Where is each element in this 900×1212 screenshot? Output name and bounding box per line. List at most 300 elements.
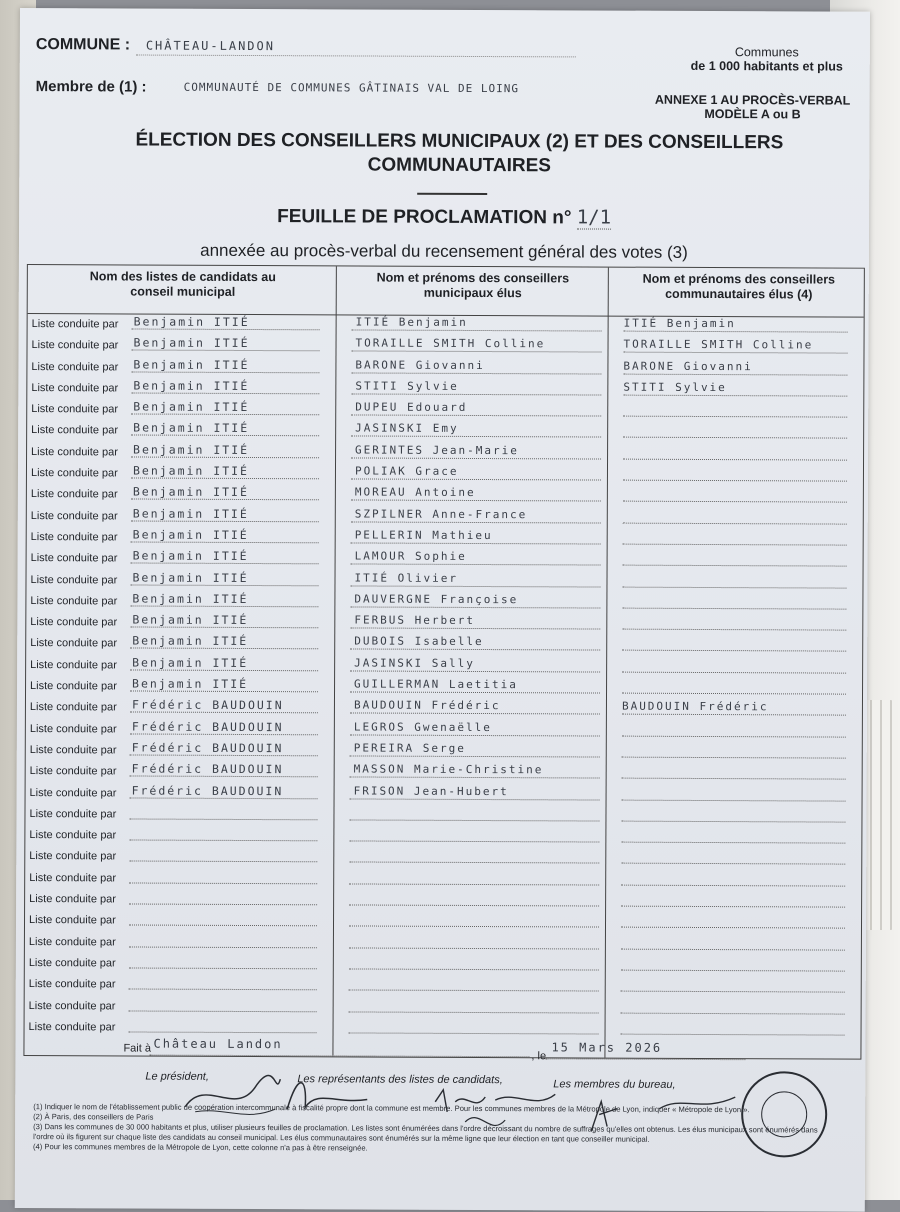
liste-cell	[26, 654, 332, 677]
municipal-cell	[335, 953, 603, 975]
municipal-cell	[337, 442, 605, 464]
communautaire-dots	[623, 373, 847, 375]
date-value: 15 Mars 2026	[551, 1040, 663, 1055]
communautaire-dots	[621, 820, 845, 822]
municipal-dots	[350, 628, 600, 630]
footnotes	[33, 1102, 823, 1155]
communautaire-cell	[608, 656, 860, 678]
communautaire-cell	[608, 614, 860, 636]
liste-prefix: Liste conduite par	[30, 594, 118, 608]
liste-prefix: Liste conduite par	[28, 978, 116, 991]
liste-prefix: Liste conduite par	[30, 531, 118, 544]
liste-prefix: Liste conduite par	[29, 786, 117, 799]
communautaire-cell	[607, 954, 859, 976]
liste-value: Benjamin ITIÉ	[132, 655, 249, 670]
municipal-dots	[350, 649, 600, 651]
communautaire-cell	[608, 720, 860, 742]
liste-cell	[26, 718, 332, 741]
liste-prefix: Liste conduite par	[29, 701, 117, 714]
liste-cell	[25, 909, 331, 932]
liste-cell	[27, 398, 333, 421]
municipal-cell	[335, 975, 603, 997]
communes-category	[672, 45, 862, 74]
feuille-number: 1/1	[576, 206, 612, 229]
liste-dots	[129, 989, 317, 991]
municipal-dots	[349, 819, 599, 821]
municipal-dots	[351, 436, 601, 438]
municipal-dots	[350, 798, 600, 800]
municipal-value: BARONE Giovanni	[355, 358, 485, 372]
communautaire-dots	[622, 671, 846, 673]
liste-prefix: Liste conduite par	[31, 360, 119, 374]
representants-label: Les représentants des listes de candidats,	[297, 1073, 503, 1087]
liste-dots	[129, 1010, 317, 1012]
communautaire-cell	[607, 848, 859, 870]
municipal-dots	[349, 883, 599, 885]
communautaire-cell	[609, 401, 861, 423]
liste-cell	[26, 739, 332, 762]
liste-value: Frédéric BAUDOUIN	[131, 740, 284, 756]
fait-value: Château Landon	[153, 1036, 283, 1052]
liste-dots	[129, 882, 317, 884]
fait-label: Fait à	[123, 1042, 152, 1055]
municipal-value: PELLERIN Mathieu	[354, 528, 493, 543]
liste-dots	[129, 1031, 317, 1033]
municipal-cell	[335, 826, 603, 848]
municipal-value: DUPEU Edouard	[355, 400, 468, 415]
municipal-dots	[352, 351, 602, 353]
liste-cell	[25, 867, 331, 890]
municipal-value: JASINSKI Sally	[354, 656, 475, 670]
municipal-dots	[350, 606, 600, 608]
membre-value: COMMUNAUTÉ DE COMMUNES GÂTINAIS VAL DE LOING	[183, 80, 520, 96]
footnote: (3) Dans les communes de 30 000 habitants et plus, utiliser plusieurs feuilles de proclamation. Les listes sont énumérées dans l'ordre décroissant du nombre de suffrages qu'elles ont obtenus. Les élus municipaux sont énumérés dans l'ordre où ils figurent sur chaque liste des candidats au conseil municipal. Les élus communautaires sont énumérés sur la même ligne que leur élection en tant que conseiller municipal.	[33, 1122, 818, 1144]
communautaire-cell	[608, 678, 860, 700]
liste-value: Frédéric BAUDOUIN	[131, 783, 284, 798]
liste-value: Frédéric BAUDOUIN	[131, 761, 284, 777]
liste-value: Frédéric BAUDOUIN	[131, 697, 284, 713]
communautaire-dots	[621, 1012, 845, 1014]
communautaire-value: BAUDOUIN Frédéric	[621, 699, 769, 714]
communautaire-dots	[622, 778, 846, 780]
municipal-dots	[351, 372, 601, 374]
liste-cell	[26, 569, 332, 592]
municipal-value: POLIAK Grace	[354, 464, 459, 478]
communautaire-cell	[607, 997, 859, 1019]
communautaire-cell	[607, 805, 859, 827]
liste-prefix: Liste conduite par	[30, 680, 117, 693]
liste-prefix: Liste conduite par	[28, 956, 116, 970]
municipal-cell	[337, 485, 605, 507]
municipal-dots	[349, 1032, 599, 1034]
table-header	[28, 265, 864, 318]
liste-value: Benjamin ITIÉ	[133, 399, 250, 415]
communautaire-cell	[607, 933, 859, 955]
liste-value: Benjamin ITIÉ	[132, 484, 249, 500]
membres-label: Les membres du bureau,	[553, 1078, 676, 1091]
liste-prefix: Liste conduite par	[31, 403, 119, 416]
liste-prefix: Liste conduite par	[30, 488, 118, 501]
municipal-value: ITIÉ Benjamin	[355, 315, 468, 329]
municipal-value: LEGROS Gwenaëlle	[353, 720, 492, 734]
annexe-line1: ANNEXE 1 AU PROCÈS-VERBAL	[654, 92, 851, 108]
municipal-cell	[337, 421, 605, 443]
liste-cell	[25, 824, 331, 847]
communautaire-dots	[622, 693, 846, 695]
liste-prefix: Liste conduite par	[29, 893, 116, 906]
municipal-value: MASSON Marie-Christine	[353, 762, 544, 777]
communautaire-dots	[622, 629, 846, 631]
communautaire-dots	[623, 416, 847, 418]
communautaire-dots	[623, 544, 847, 546]
liste-cell	[27, 334, 333, 357]
municipal-dots	[349, 904, 599, 906]
communautaire-cell	[609, 443, 861, 465]
liste-cell	[26, 590, 332, 613]
communautaire-dots	[621, 863, 845, 865]
municipal-dots	[350, 691, 600, 693]
liste-cell	[25, 803, 331, 826]
communautaire-cell	[609, 529, 861, 551]
communautaire-dots	[622, 586, 846, 588]
communes-line2: de 1 000 habitants et plus	[690, 58, 843, 74]
liste-cell	[25, 845, 331, 868]
communautaire-dots	[623, 458, 847, 460]
liste-cell	[26, 632, 332, 655]
communautaire-dots	[621, 970, 845, 972]
liste-prefix: Liste conduite par	[29, 850, 117, 863]
liste-prefix: Liste conduite par	[29, 722, 117, 736]
municipal-cell	[336, 634, 604, 656]
annexe-block	[638, 93, 868, 122]
liste-prefix: Liste conduite par	[28, 914, 116, 927]
liste-prefix: Liste conduite par	[28, 935, 116, 949]
municipal-cell	[338, 314, 606, 336]
liste-prefix: Liste conduite par	[29, 807, 117, 821]
municipal-cell	[335, 889, 603, 911]
municipal-dots	[351, 500, 601, 502]
municipal-cell	[335, 1017, 603, 1039]
communautaire-cell	[607, 912, 859, 934]
annexee-line: annexée au procès-verbal du recensement général des votes (3)	[200, 240, 688, 262]
footnote: (4) Pour les communes membres de la Métropole de Lyon, cette colonne n'a pas à être renseignée.	[33, 1142, 368, 1153]
communautaire-cell	[609, 486, 861, 508]
municipal-dots	[350, 777, 600, 779]
municipal-value: TORAILLE SMITH Colline	[355, 336, 546, 351]
municipal-value: SZPILNER Anne-France	[354, 507, 528, 521]
col-header-listes: Nom des listes de candidats au conseil municipal	[89, 269, 276, 299]
municipal-cell	[337, 463, 605, 485]
liste-prefix: Liste conduite par	[30, 658, 118, 672]
liste-prefix: Liste conduite par	[30, 573, 118, 586]
liste-cell	[26, 782, 332, 805]
communautaire-cell	[609, 507, 861, 529]
municipal-value: DUBOIS Isabelle	[354, 634, 484, 649]
municipal-dots	[350, 585, 600, 587]
communautaire-cell	[608, 784, 860, 806]
municipal-cell	[335, 932, 603, 954]
commune-label: COMMUNE :	[35, 36, 131, 54]
liste-value: Benjamin ITIÉ	[132, 676, 249, 692]
municipal-value: PEREIRA Serge	[353, 741, 466, 755]
municipal-value: GERINTES Jean-Marie	[355, 443, 519, 457]
liste-value: Benjamin ITIÉ	[132, 570, 249, 585]
municipal-cell	[337, 378, 605, 400]
communautaire-cell	[609, 422, 861, 444]
municipal-dots	[351, 415, 601, 417]
liste-cell	[25, 995, 331, 1018]
liste-dots	[129, 904, 317, 906]
municipal-cell	[336, 613, 604, 635]
liste-prefix: Liste conduite par	[30, 467, 118, 480]
table-body	[25, 313, 864, 1041]
liste-cell	[27, 420, 333, 443]
liste-prefix: Liste conduite par	[31, 339, 119, 352]
liste-value: Benjamin ITIÉ	[132, 527, 249, 542]
municipal-dots	[349, 862, 599, 864]
municipal-cell	[335, 868, 603, 890]
communautaire-dots	[621, 991, 845, 993]
communautaire-value: TORAILLE SMITH Colline	[623, 337, 814, 352]
liste-cell	[25, 952, 331, 975]
communautaire-dots	[622, 607, 846, 609]
liste-dots	[129, 925, 317, 927]
liste-cell	[25, 973, 331, 996]
liste-cell	[26, 611, 332, 634]
municipal-cell	[337, 549, 605, 571]
municipal-value: BAUDOUIN Frédéric	[353, 698, 501, 713]
communautaire-dots	[621, 884, 845, 886]
municipal-cell	[336, 676, 604, 698]
feuille-title	[19, 204, 869, 231]
municipal-cell	[337, 336, 605, 358]
communautaire-dots	[622, 799, 846, 801]
liste-prefix: Liste conduite par	[29, 829, 117, 842]
liste-prefix: Liste conduite par	[31, 318, 119, 331]
commune-field	[35, 36, 276, 54]
liste-cell	[26, 696, 332, 719]
municipal-value: STITI Sylvie	[355, 379, 459, 393]
municipal-cell	[336, 783, 604, 805]
municipal-value: ITIÉ Olivier	[354, 571, 459, 585]
liste-value: Benjamin ITIÉ	[132, 463, 250, 479]
communautaire-dots	[624, 352, 848, 354]
communautaire-dots	[622, 757, 846, 759]
municipal-cell	[337, 527, 605, 549]
liste-cell	[25, 888, 331, 911]
liste-prefix: Liste conduite par	[28, 1020, 116, 1034]
municipal-value: GUILLERMAN Laetitia	[354, 677, 518, 692]
communautaire-cell	[610, 316, 862, 338]
municipal-cell	[336, 591, 604, 613]
communautaire-dots	[621, 842, 845, 844]
liste-dots	[129, 946, 317, 948]
communautaire-dots	[622, 714, 846, 716]
municipal-dots	[351, 564, 601, 566]
liste-cell	[27, 547, 333, 570]
col-header-communautaires: Nom et prénoms des conseillers communautaires élus (4)	[642, 271, 836, 302]
feuille-label: FEUILLE DE PROCLAMATION n°	[277, 206, 572, 229]
municipal-cell	[336, 762, 604, 784]
communautaire-dots	[621, 948, 845, 950]
communautaire-cell	[608, 571, 860, 593]
title-line1: ÉLECTION DES CONSEILLERS MUNICIPAUX (2) ET DES CONSEILLERS	[135, 129, 784, 154]
communautaire-dots	[623, 522, 847, 524]
municipal-dots	[349, 841, 599, 843]
communautaire-cell	[608, 699, 860, 721]
municipal-cell	[335, 847, 603, 869]
communautaire-value: BARONE Giovanni	[623, 359, 753, 373]
municipal-dots	[351, 521, 601, 523]
liste-value: Benjamin ITIÉ	[133, 420, 250, 436]
liste-prefix: Liste conduite par	[31, 381, 119, 395]
liste-dots	[129, 818, 317, 820]
page-title	[79, 128, 839, 179]
communautaire-dots	[621, 1033, 845, 1035]
date-rule	[545, 1058, 745, 1060]
liste-value: Benjamin ITIÉ	[133, 357, 250, 372]
liste-prefix: Liste conduite par	[29, 871, 117, 885]
municipal-cell	[336, 719, 604, 741]
communautaire-cell	[607, 827, 859, 849]
liste-cell	[27, 356, 333, 379]
communautaire-cell	[609, 358, 861, 380]
title-line2: COMMUNAUTAIRES	[367, 154, 552, 177]
liste-dots	[129, 967, 317, 969]
commune-value: CHÂTEAU-LANDON	[145, 38, 276, 54]
liste-cell	[27, 505, 333, 528]
municipal-cell	[336, 655, 604, 677]
municipal-dots	[349, 968, 599, 970]
commune-rule	[136, 55, 576, 58]
communautaire-dots	[622, 650, 846, 652]
membre-field	[35, 78, 520, 96]
liste-dots	[129, 840, 317, 842]
col-header-municipaux: Nom et prénoms des conseillers municipaux élus	[376, 270, 570, 301]
footnote: (1) Indiquer le nom de l'établissement public de coopération intercommunale à fiscalité propre dont la commune est membre. Pour les communes membres de la Métropole de Lyon, indiquer « Métropole de Lyon ».	[33, 1102, 750, 1115]
municipal-cell	[337, 506, 605, 528]
municipal-cell	[336, 698, 604, 720]
communautaire-dots	[621, 927, 845, 929]
table-row	[25, 1016, 861, 1041]
liste-cell	[25, 1016, 331, 1039]
municipal-dots	[349, 947, 599, 949]
communautaire-dots	[623, 501, 847, 503]
communautaire-cell	[609, 465, 861, 487]
communautaire-cell	[609, 550, 861, 572]
liste-prefix: Liste conduite par	[31, 445, 118, 459]
proclamation-table	[23, 264, 864, 1063]
communautaire-dots	[623, 437, 847, 439]
liste-cell	[28, 313, 334, 336]
liste-prefix: Liste conduite par	[30, 509, 118, 523]
communautaire-cell	[607, 1018, 859, 1040]
municipal-dots	[349, 1011, 599, 1013]
communautaire-cell	[608, 763, 860, 785]
liste-cell	[26, 760, 332, 783]
communautaire-dots	[622, 735, 846, 737]
communautaire-value: ITIÉ Benjamin	[623, 316, 736, 331]
communes-line1: Communes	[734, 45, 799, 60]
liste-prefix: Liste conduite par	[30, 552, 118, 565]
title-divider	[417, 193, 487, 195]
communautaire-cell	[609, 337, 861, 359]
municipal-dots	[351, 479, 601, 481]
municipal-dots	[350, 755, 600, 757]
liste-prefix: Liste conduite par	[29, 765, 117, 778]
municipal-cell	[335, 804, 603, 826]
municipal-dots	[350, 713, 600, 715]
communautaire-dots	[623, 565, 847, 567]
liste-value: Benjamin ITIÉ	[133, 442, 250, 457]
liste-cell	[26, 675, 332, 698]
municipal-cell	[337, 400, 605, 422]
liste-cell	[25, 931, 331, 954]
communautaire-dots	[623, 395, 847, 397]
municipal-dots	[351, 457, 601, 459]
communautaire-value: STITI Sylvie	[623, 380, 727, 394]
proclamation-sheet	[15, 8, 870, 1212]
communautaire-dots	[623, 480, 847, 482]
liste-value: Benjamin ITIÉ	[133, 335, 250, 351]
municipal-value: FRISON Jean-Hubert	[353, 783, 509, 798]
liste-value: Benjamin ITIÉ	[133, 378, 250, 393]
municipal-cell	[336, 570, 604, 592]
liste-prefix: Liste conduite par	[31, 424, 119, 437]
municipal-dots	[349, 926, 599, 928]
liste-prefix: Liste conduite par	[29, 743, 117, 757]
annexe-line2: MODÈLE A ou B	[704, 106, 801, 122]
liste-value: Benjamin ITIÉ	[132, 633, 249, 649]
liste-prefix: Liste conduite par	[30, 637, 118, 650]
communautaire-cell	[607, 869, 859, 891]
municipal-value: JASINSKI Emy	[355, 421, 459, 436]
liste-cell	[27, 462, 333, 485]
liste-value: Benjamin ITIÉ	[132, 548, 249, 564]
municipal-dots	[351, 393, 601, 395]
liste-value: Benjamin ITIÉ	[133, 314, 250, 330]
municipal-cell	[337, 357, 605, 379]
liste-cell	[27, 377, 333, 400]
municipal-dots	[349, 990, 599, 992]
municipal-cell	[335, 911, 603, 933]
municipal-dots	[352, 329, 602, 331]
communautaire-dots	[624, 331, 848, 333]
municipal-value: LAMOUR Sophie	[354, 549, 467, 564]
communautaire-cell	[607, 976, 859, 998]
date-label: , le	[531, 1050, 547, 1063]
municipal-value: MOREAU Antoine	[354, 485, 476, 500]
municipal-value: DAUVERGNE Françoise	[354, 592, 519, 607]
membre-label: Membre de (1) :	[35, 78, 147, 96]
municipal-dots	[350, 670, 600, 672]
communautaire-cell	[608, 742, 860, 764]
liste-value: Benjamin ITIÉ	[132, 612, 249, 628]
liste-value: Frédéric BAUDOUIN	[131, 719, 284, 734]
communautaire-cell	[608, 635, 860, 657]
liste-cell	[27, 441, 333, 464]
president-label: Le président,	[145, 1070, 209, 1083]
communautaire-dots	[621, 906, 845, 908]
footnote: (2) À Paris, des conseillers de Paris	[33, 1112, 154, 1122]
municipal-dots	[351, 542, 601, 544]
liste-cell	[27, 526, 333, 549]
liste-dots	[129, 861, 317, 863]
municipal-cell	[336, 740, 604, 762]
municipal-dots	[350, 734, 600, 736]
communautaire-cell	[608, 592, 860, 614]
liste-value: Benjamin ITIÉ	[132, 591, 249, 606]
